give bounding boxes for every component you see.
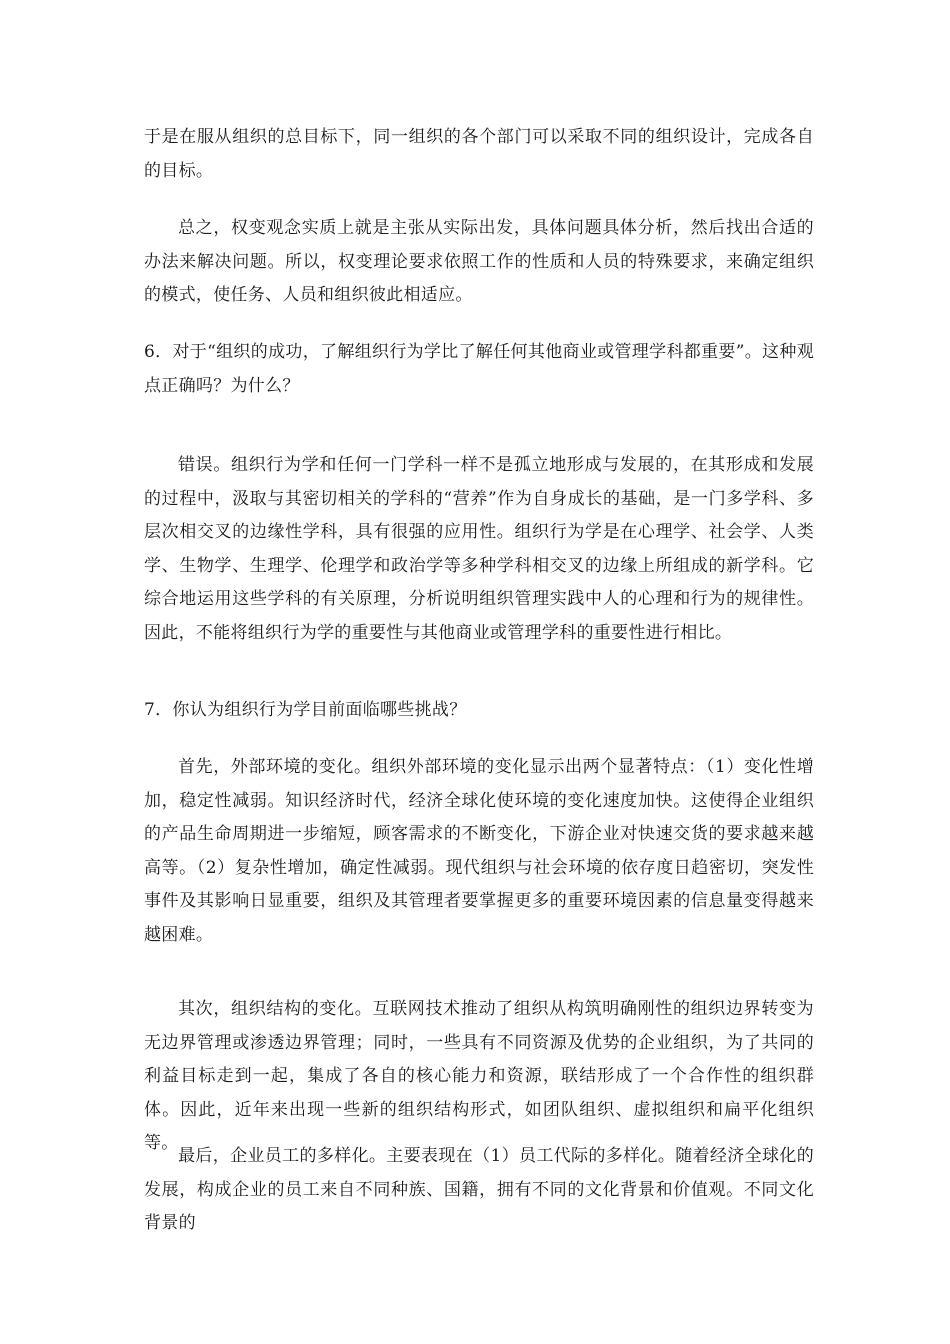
answer-6: 错误。组织行为学和任何一门学科一样不是孤立地形成与发展的，在其形成和发展的过程中，汲取与其密切相关的学科的“营养”作为自身成长的基础，是一门多学科、多层次相交叉的边缘性学科，具有很强的应用性。组织行为学是在心理学、社会学、人类学、生物学、生理学、伦理学和政治学等多种学科相交叉的边缘上所组成的新学科。它综合地运用这些学科的有关原理，分析说明组织管理实践中人的心理和行为的规律性。因此，不能将组织行为学的重要性与其他商业或管理学科的重要性进行相比。 — [144, 455, 814, 643]
answer-7-external-environment: 首先，外部环境的变化。组织外部环境的变化显示出两个显著特点：（1）变化性增加，稳定性减弱。知识经济时代，经济全球化使环境的变化速度加快。这使得企业组织的产品生命周期进一步缩短，顾客需求的不断变化，下游企业对快速交货的要求越来越高等。（2）复杂性增加，确定性减弱。现代组织与社会环境的依存度日趋密切，突发性事件及其影响日显重要，组织及其管理者要掌握更多的重要环境因素的信息量变得越来越困难。 — [144, 757, 814, 945]
answer-7-organization-structure: 其次，组织结构的变化。互联网技术推动了组织从构筑明确刚性的组织边界转变为无边界管理或渗透边界管理；同时，一些具有不同资源及优势的企业组织，为了共同的利益目标走到一起，集成了各自的核心能力和资源，联结形成了一个合作性的组织群体。因此，近年来出现一些新的组织结构形式，如团队组织、虚拟组织和扁平化组织等。 — [144, 999, 814, 1153]
paragraph-summary: 总之，权变观念实质上就是主张从实际出发，具体问题具体分析，然后找出合适的办法来解决问题。所以，权变理论要求依照工作的性质和人员的特殊要求，来确定组织的模式，使任务、人员和组织彼此相适应。 — [144, 218, 814, 305]
question-6: 6．对于“组织的成功，了解组织行为学比了解任何其他商业或管理学科都重要”。这种观点正确吗？为什么？ — [144, 342, 814, 396]
paragraph-continuation: 于是在服从组织的总目标下，同一组织的各个部门可以采取不同的组织设计，完成各自的目标。 — [144, 127, 814, 181]
question-7: 7．你认为组织行为学目前面临哪些挑战？ — [144, 700, 467, 720]
answer-7-employee-diversity: 最后，企业员工的多样化。主要表现在（1）员工代际的多样化。随着经济全球化的发展，构成企业的员工来自不同种族、国籍，拥有不同的文化背景和价值观。不同文化背景的 — [144, 1146, 814, 1233]
